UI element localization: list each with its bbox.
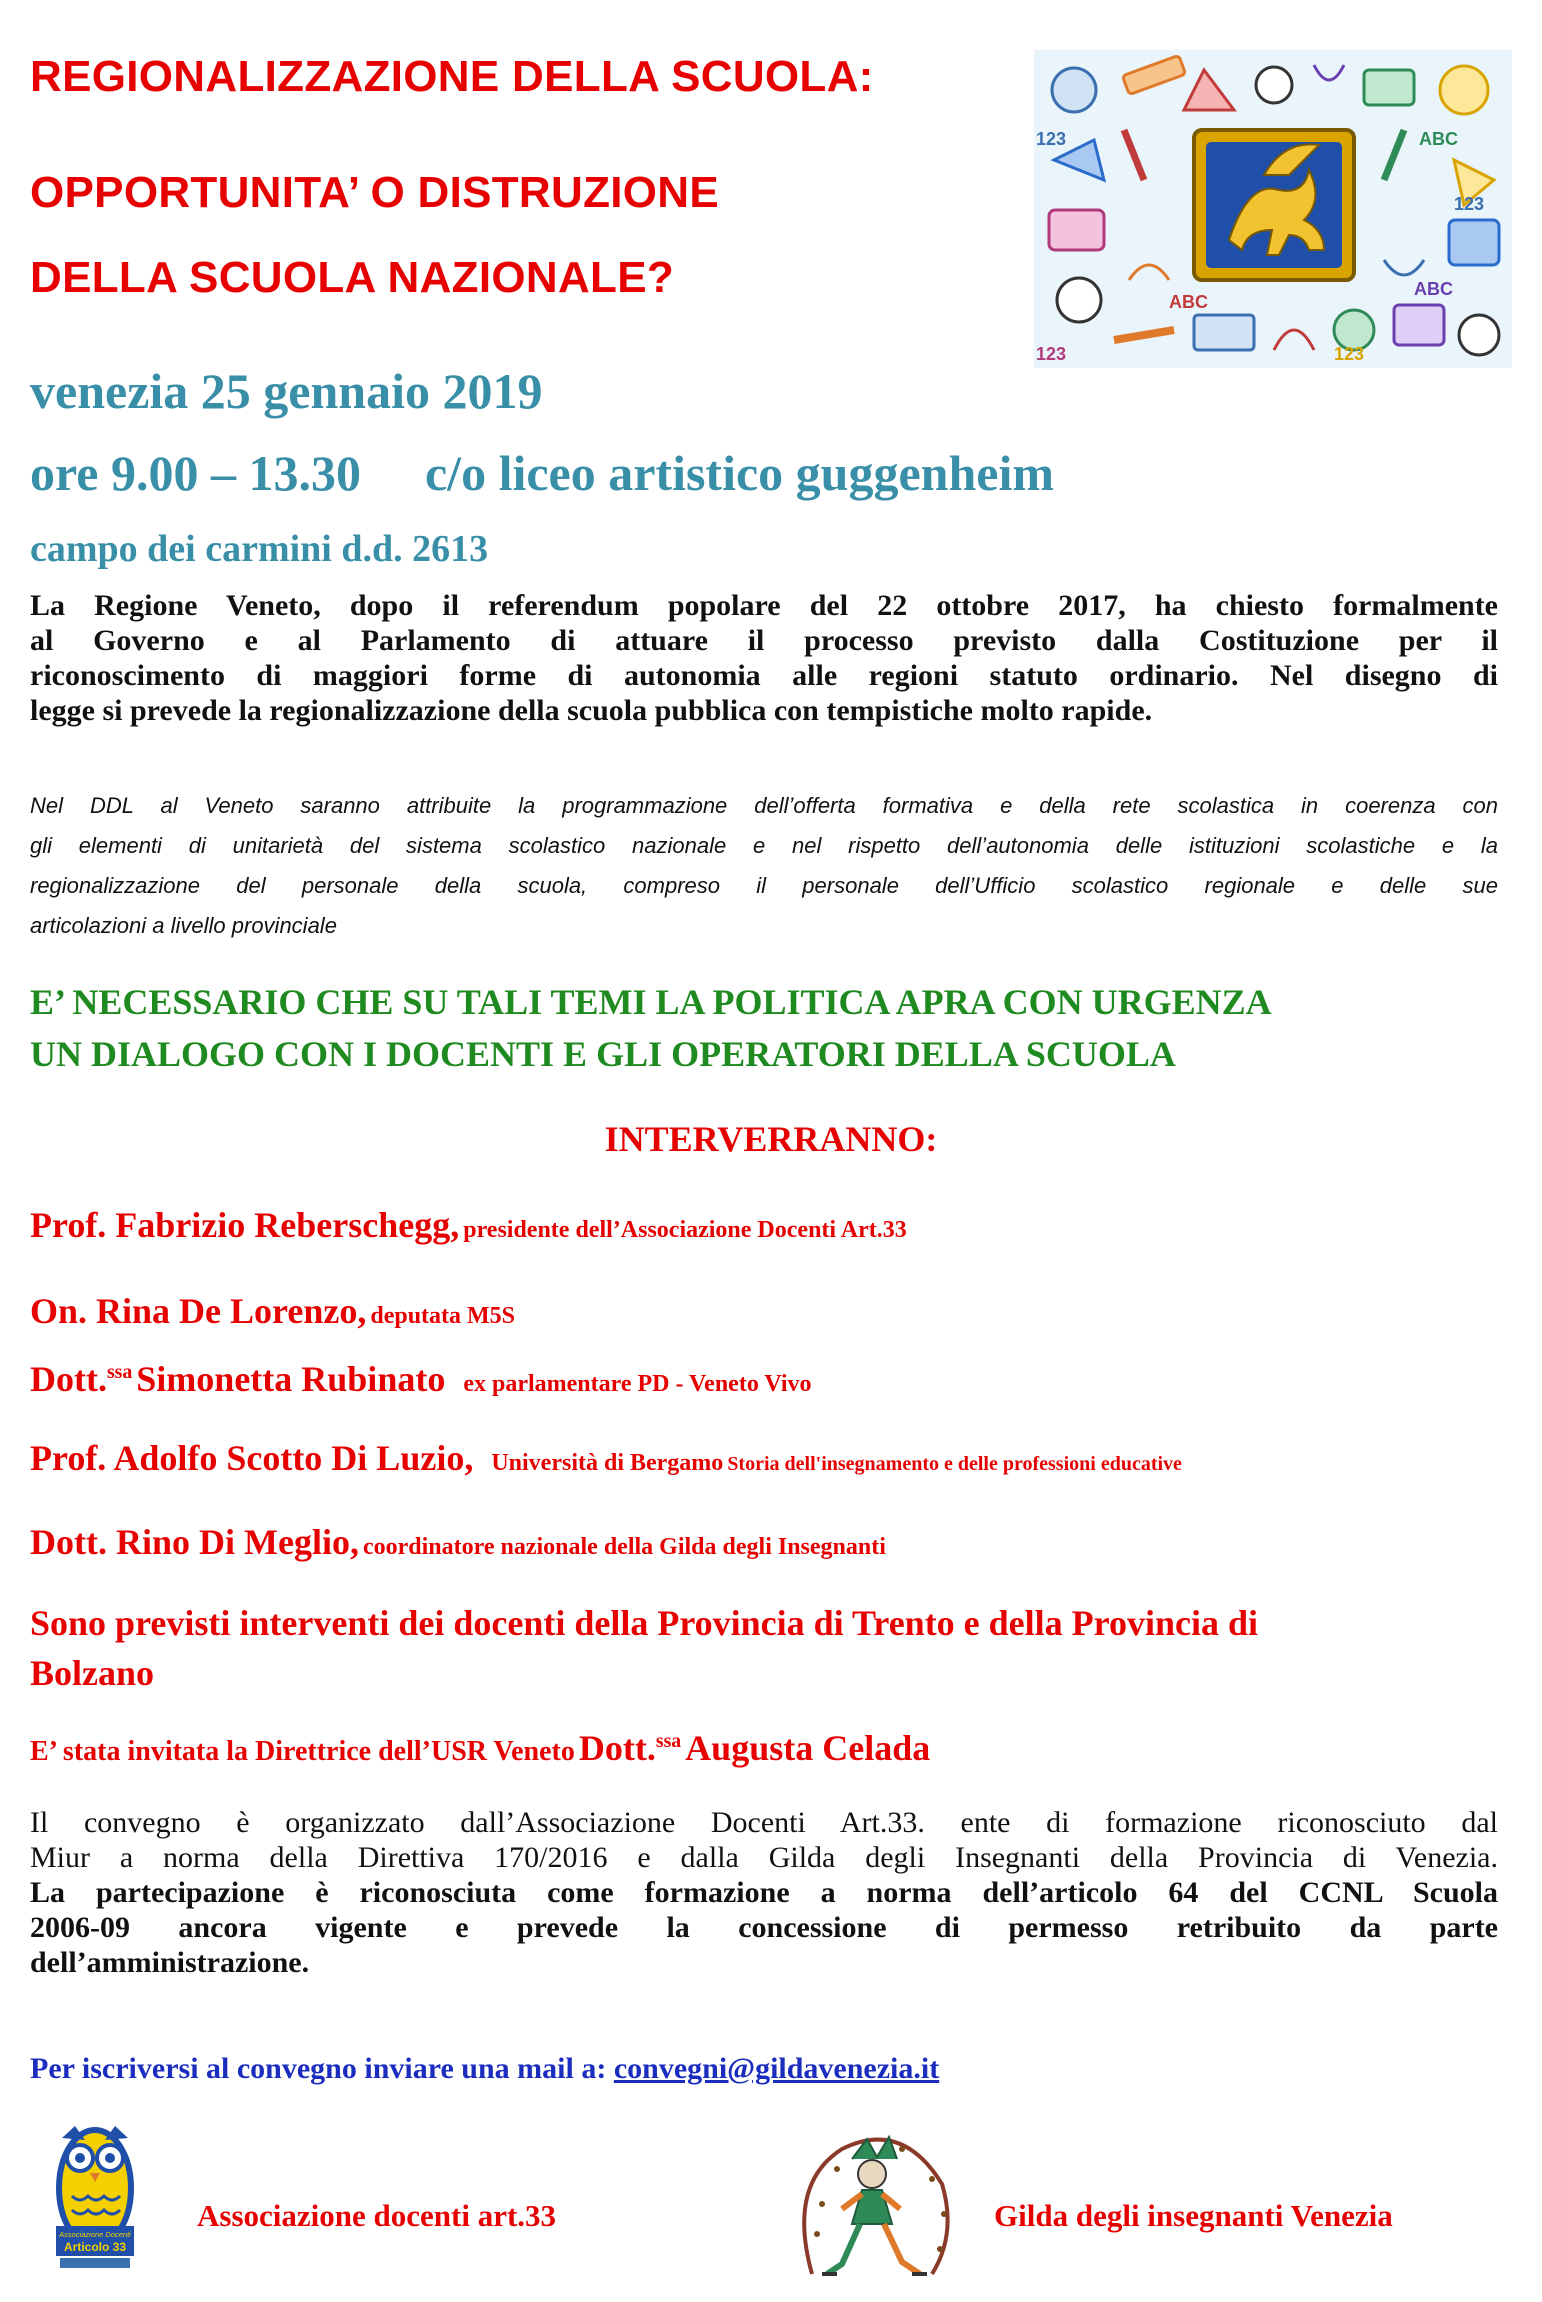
title-line-3: DELLA SCUOLA NAZIONALE? xyxy=(30,253,675,302)
owl-icon xyxy=(50,2118,140,2278)
event-time-venue xyxy=(30,444,1054,502)
invited-prefix: E’ stata invitata la Direttrice dell’USR Veneto xyxy=(30,1736,575,1767)
speaker-role: coordinatore nazionale della Gilda degli Insegnanti xyxy=(362,1534,886,1560)
doodle-text: 123 xyxy=(1334,344,1365,364)
intro-line: riconoscimento di maggiori forme di autonomia alle regioni statuto ordinario. Nel disegno di xyxy=(30,659,1498,692)
speaker-role-detail: Storia dell'insegnamento e delle professioni educative xyxy=(727,1453,1182,1475)
invited-title: Dott.$^{ssa}$ xyxy=(578,1728,682,1768)
organizer-paragraph xyxy=(30,1805,1498,1980)
intro-line: La Regione Veneto, dopo il referendum popolare del 22 ottobre 2017, ha chiesto formalmente xyxy=(30,589,1498,622)
register-line xyxy=(30,2052,939,2086)
owl-logo-text: Articolo 33 xyxy=(63,2240,127,2254)
owl-logo-text: Associazione Docenti xyxy=(59,2230,131,2239)
speaker-name: Prof. Fabrizio Reberschegg, xyxy=(30,1205,460,1245)
speaker-role: deputata M5S xyxy=(370,1303,516,1329)
event-time: ore 9.00 – 13.30 xyxy=(30,445,361,501)
owl-logo xyxy=(50,2118,140,2278)
organizer-line: dell’amministrazione. xyxy=(30,1946,310,1979)
register-prefix: Per iscriversi al convegno inviare una mail a: xyxy=(30,2052,607,2085)
appeal-line: UN DIALOGO CON I DOCENTI E GLI OPERATORI DELLA SCUOLA xyxy=(30,1034,1176,1074)
ddl-paragraph xyxy=(30,786,1498,946)
ddl-line: articolazioni a livello provinciale xyxy=(30,913,337,938)
jester-logo xyxy=(782,2124,962,2288)
speaker-name: Simonetta Rubinato xyxy=(136,1359,446,1399)
speaker-role: presidente dell’Associazione Docenti Art.33 xyxy=(463,1217,907,1243)
speaker-role: ex parlamentare PD - Veneto Vivo xyxy=(463,1371,812,1397)
register-email-link[interactable]: convegni@gildavenezia.it xyxy=(613,2052,940,2085)
footer-right-org: Gilda degli insegnanti Venezia xyxy=(994,2198,1393,2233)
appeal-line: E’ NECESSARIO CHE SU TALI TEMI LA POLITICA APRA CON URGENZA xyxy=(30,982,1272,1022)
ddl-line: Nel DDL al Veneto saranno attribuite la programmazione dell’offerta formativa e della rete scolastica in coerenza con xyxy=(30,793,1498,818)
doodle-text: 123 xyxy=(1036,344,1067,364)
intro-line: legge si prevede la regionalizzazione della scuola pubblica con tempistiche molto rapide. xyxy=(30,694,1153,727)
provinces-line: Bolzano xyxy=(30,1653,155,1693)
invited-note xyxy=(30,1727,930,1769)
speaker-title: Dott.$^{ssa}$ xyxy=(30,1359,133,1399)
appeal-block xyxy=(30,976,1272,1080)
doodle-text: ABC xyxy=(1414,279,1453,299)
speaker-item xyxy=(30,1204,907,1246)
organizer-line: Il convegno è organizzato dall’Associazione Docenti Art.33. ente di formazione riconosciuto dal xyxy=(30,1806,1498,1839)
speaker-item xyxy=(30,1358,812,1400)
title-line-1: REGIONALIZZAZIONE DELLA SCUOLA: xyxy=(30,52,874,101)
speaker-role: Università di Bergamo xyxy=(491,1450,724,1476)
speakers-heading: INTERVERRANNO: xyxy=(604,1119,938,1159)
invited-name: Augusta Celada xyxy=(685,1728,931,1768)
organizer-line: Miur a norma della Direttiva 170/2016 e dalla Gilda degli Insegnanti della Provincia di Venezia. xyxy=(30,1841,1498,1874)
organizer-line: 2006-09 ancora vigente e prevede la concessione di permesso retribuito da parte xyxy=(30,1911,1498,1944)
intro-line: al Governo e al Parlamento di attuare il processo previsto dalla Costituzione per il xyxy=(30,624,1498,657)
ddl-line: regionalizzazione del personale della scuola, compreso il personale dell’Ufficio scolastico regionale e delle sue xyxy=(30,873,1498,898)
speaker-name: Prof. Adolfo Scotto Di Luzio, xyxy=(30,1438,474,1478)
ddl-line: gli elementi di unitarietà del sistema scolastico nazionale e nel rispetto dell’autonomia delle istituzioni scolastiche e la xyxy=(30,833,1498,858)
doodle-text: 123 xyxy=(1454,194,1485,214)
event-date: venezia 25 gennaio 2019 xyxy=(30,363,543,419)
speaker-name: Dott. Rino Di Meglio, xyxy=(30,1522,359,1562)
event-venue: c/o liceo artistico guggenheim xyxy=(424,445,1055,501)
speaker-item xyxy=(30,1290,515,1332)
school-doodles-illustration xyxy=(1034,50,1512,368)
doodle-text: ABC xyxy=(1169,292,1208,312)
doodle-text: 123 xyxy=(1036,129,1067,149)
footer-left-org: Associazione docenti art.33 xyxy=(197,2198,557,2233)
veneto-lion-crest-icon xyxy=(1194,130,1354,280)
intro-paragraph xyxy=(30,588,1498,728)
organizer-line: La partecipazione è riconosciuta come formazione a norma dell’articolo 64 del CCNL Scuola xyxy=(30,1876,1498,1909)
title-line-2: OPPORTUNITA’ O DISTRUZIONE xyxy=(30,168,720,217)
jester-icon xyxy=(782,2124,962,2288)
event-address: campo dei carmini d.d. 2613 xyxy=(30,528,489,570)
speaker-item xyxy=(30,1437,1182,1479)
doodle-text: ABC xyxy=(1419,129,1458,149)
header-image xyxy=(1034,50,1512,368)
provinces-note xyxy=(30,1598,1258,1698)
speaker-name: On. Rina De Lorenzo, xyxy=(30,1291,367,1331)
speaker-item xyxy=(30,1521,886,1563)
provinces-line: Sono previsti interventi dei docenti della Provincia di Trento e della Provincia di xyxy=(30,1603,1259,1643)
